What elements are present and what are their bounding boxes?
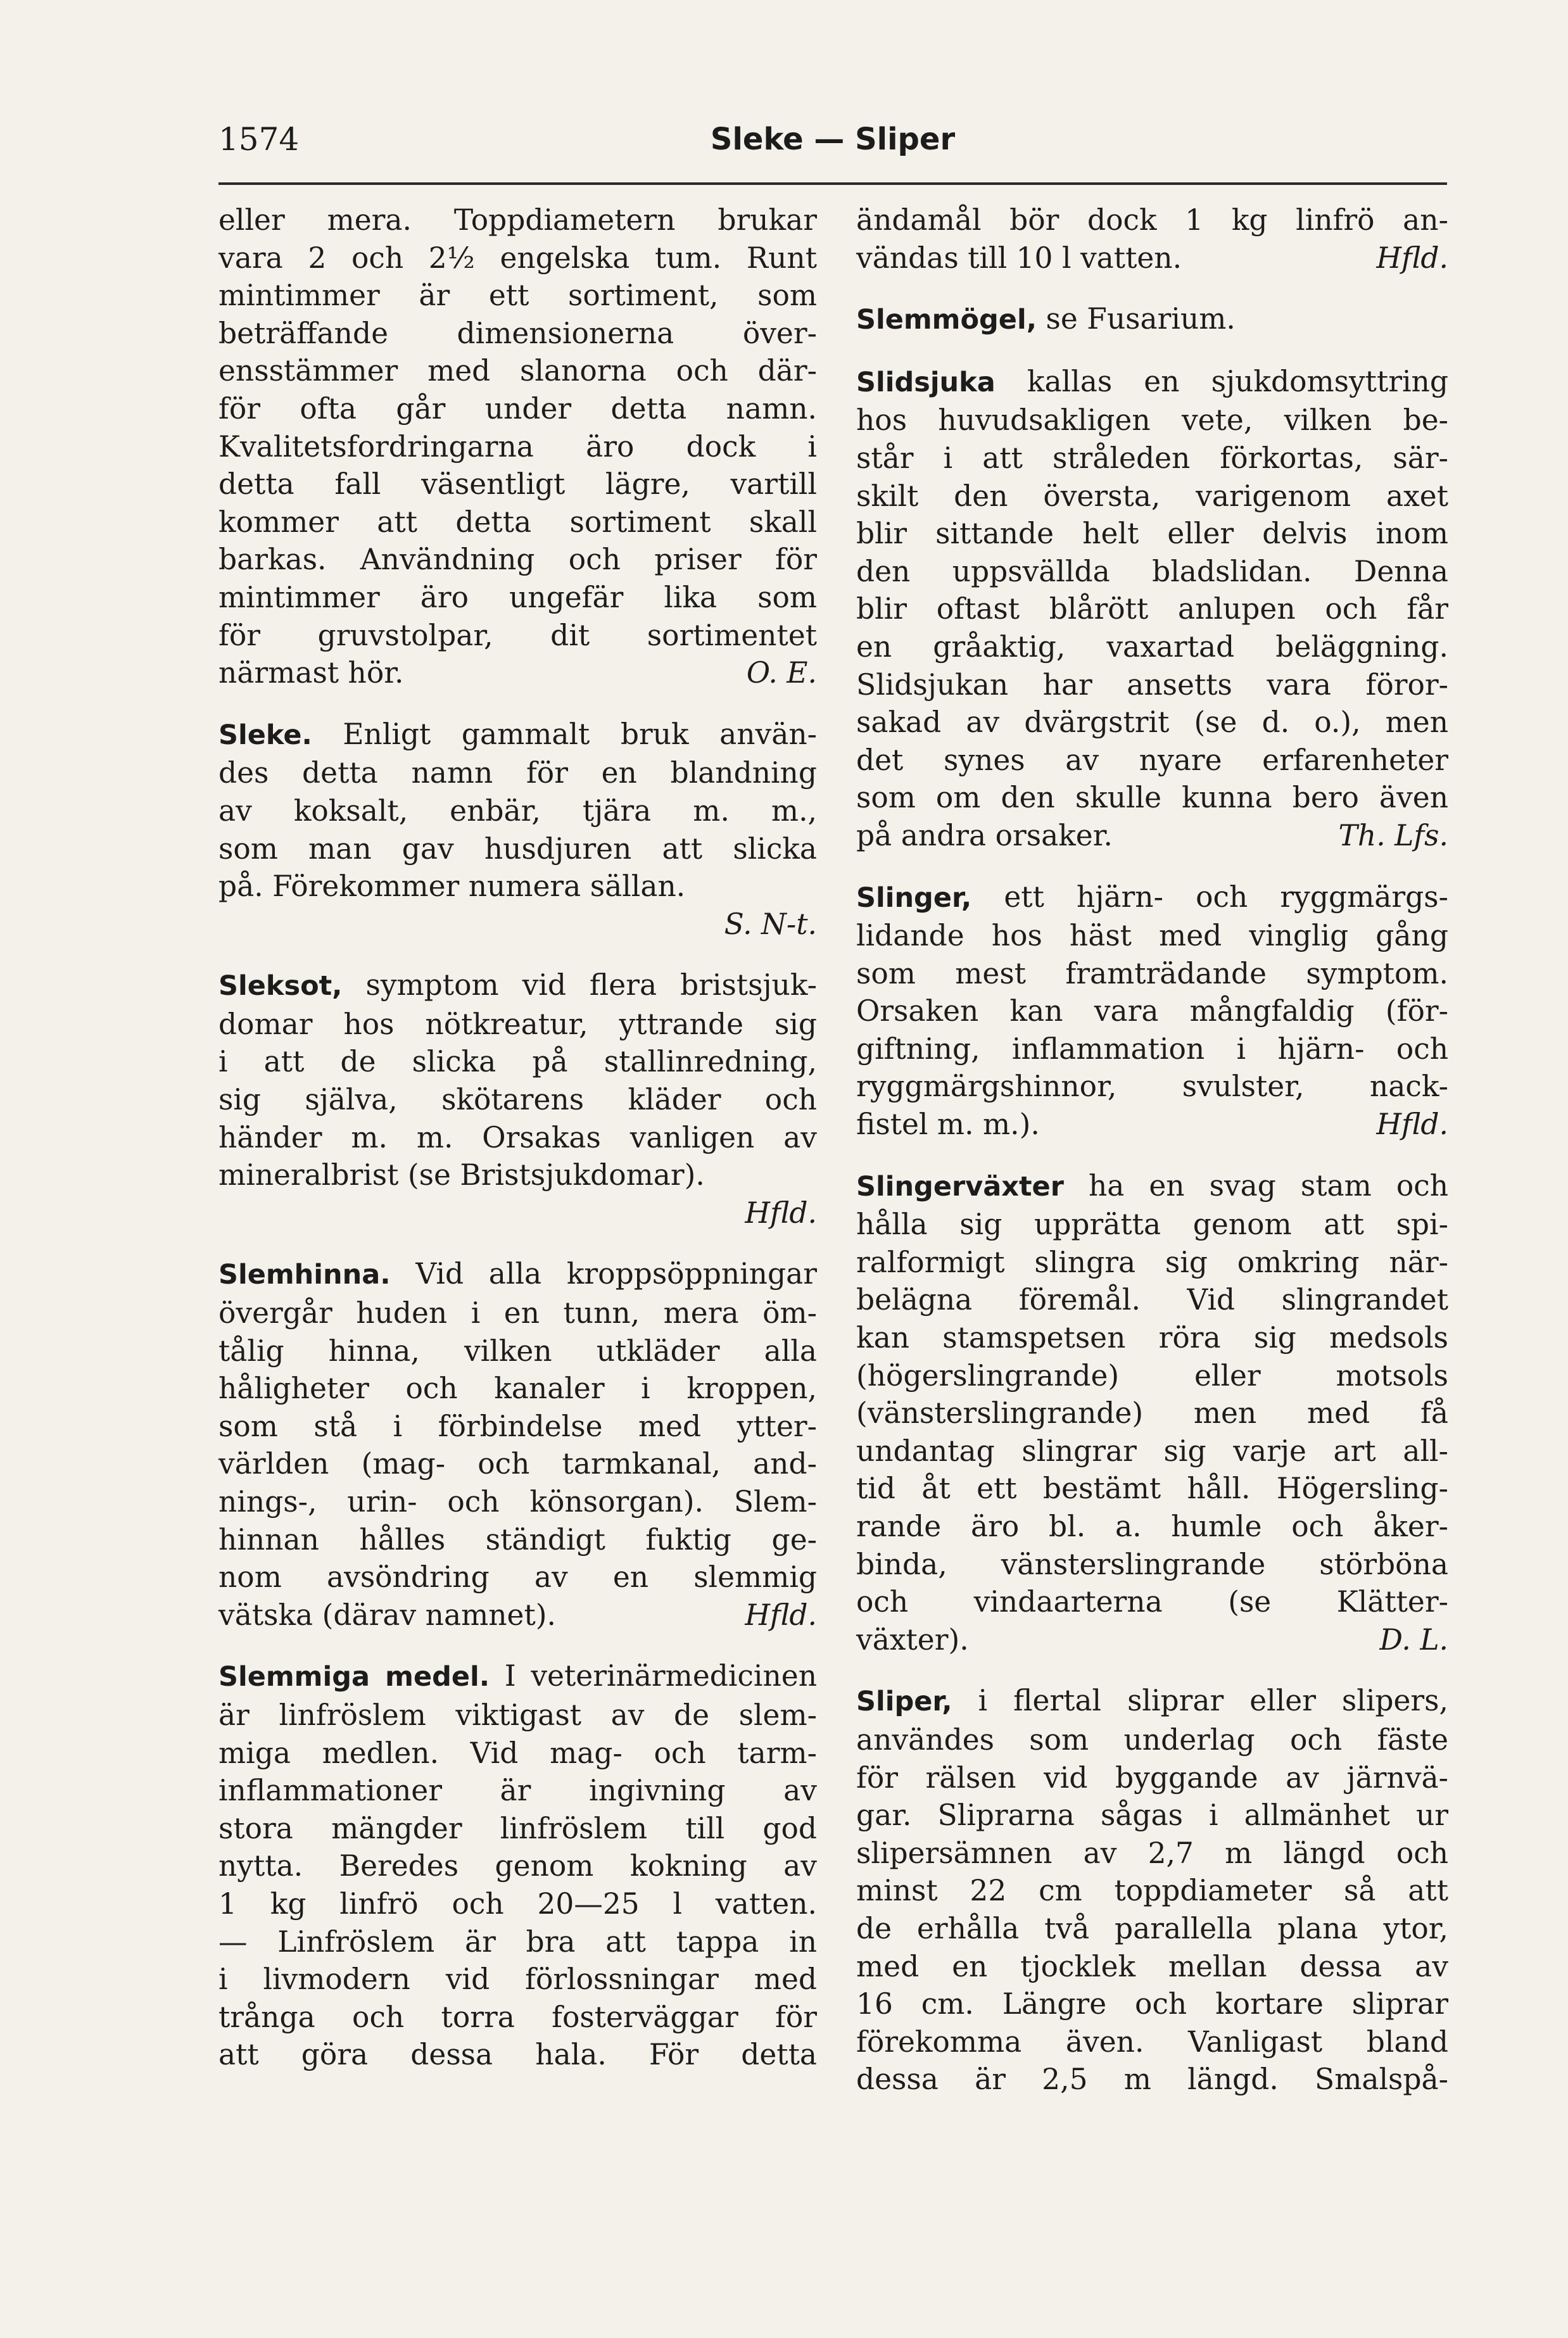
text-line: lidande hos häst med vinglig gång xyxy=(856,919,1448,953)
line-text: symptom vid flera bristsjuk- xyxy=(365,968,817,1002)
text-line: — Linfröslem är bra att tappa in xyxy=(218,1924,817,1959)
text-line: nings-, urin- och könsorgan). Slem- xyxy=(218,1485,817,1519)
text-line: som stå i förbindelse med ytter- xyxy=(218,1409,817,1443)
text-line: Orsaken kan vara mångfaldig (för- xyxy=(856,994,1448,1028)
text-line xyxy=(218,716,818,755)
entry-headword: Slidsjuka xyxy=(856,366,996,398)
text-line: som man gav husdjuren att slicka xyxy=(218,831,817,866)
author-signature: Hfld. xyxy=(1376,1108,1448,1142)
entry-headword: Sleksot, xyxy=(218,970,343,1002)
text-line: skilt den översta, varigenom axet xyxy=(856,479,1448,513)
text-line: nom avsöndring av en slemmig xyxy=(218,1560,817,1595)
text-line: trånga och torra fosterväggar för xyxy=(218,2000,817,2034)
text-line: händer m. m. Orsakas vanligen av xyxy=(218,1120,817,1154)
text-line: är linfröslem viktigast av de slem- xyxy=(218,1698,817,1732)
text-line: ensstämmer med slanorna och där- xyxy=(218,354,817,388)
text-line: på. Förekommer numera sällan. xyxy=(218,869,686,904)
entry-sleksot xyxy=(218,966,817,1232)
text-line: för ofta går under detta namn. xyxy=(218,391,817,426)
text-line: mintimmer äro ungefär lika som xyxy=(218,580,817,614)
text-line xyxy=(856,300,1448,339)
text-line: miga medlen. Vid mag- och tarm- xyxy=(218,1736,817,1770)
header-rule xyxy=(218,182,1447,185)
entry-headword: Slemhinna. xyxy=(218,1259,391,1291)
text-line: Slidsjukan har ansetts vara föror- xyxy=(856,667,1448,702)
author-signature: O. E. xyxy=(746,656,817,690)
text-line: som mest framträdande symptom. xyxy=(856,956,1448,990)
text-line xyxy=(856,363,1448,402)
author-signature: Hfld. xyxy=(745,1196,817,1230)
text-line: användes som underlag och fäste xyxy=(856,1722,1448,1757)
running-title: Sleke — Sliper xyxy=(710,122,956,157)
text-line xyxy=(856,817,1448,855)
line-text: fistel m. m.). xyxy=(856,1108,1040,1142)
entry-headword: Slinger, xyxy=(856,881,972,914)
text-line: hålla sig upprätta genom att spi- xyxy=(856,1208,1448,1242)
left-column xyxy=(218,201,817,2097)
text-line: des detta namn för en blandning xyxy=(218,756,817,790)
entry-sliper xyxy=(856,1682,1448,2099)
text-line: de erhålla två parallella plana ytor, xyxy=(856,1911,1448,1945)
line-text: ett hjärn- och ryggmärgs- xyxy=(1004,880,1448,914)
text-line: inflammationer är ingivning av xyxy=(218,1774,817,1808)
entry-headword: Slingerväxter xyxy=(856,1170,1064,1203)
text-line: som om den skulle kunna bero även xyxy=(856,781,1448,815)
text-line: ralformigt slingra sig omkring när- xyxy=(856,1245,1448,1279)
entry-slinger xyxy=(856,878,1448,1144)
author-signature: D. L. xyxy=(1379,1622,1448,1657)
text-line: mintimmer är ett sortiment, som xyxy=(218,279,817,313)
text-line: och vindaarterna (se Klätter- xyxy=(856,1585,1448,1619)
text-line: övergår huden i en tunn, mera öm- xyxy=(218,1296,817,1330)
text-line: ändamål bör dock 1 kg linfrö an- xyxy=(856,203,1448,237)
text-line xyxy=(218,654,817,692)
text-line: världen (mag- och tarmkanal, and- xyxy=(218,1447,817,1481)
text-line: 1 kg linfrö och 20—25 l vatten. xyxy=(218,1886,817,1921)
text-line: beträffande dimensionerna över- xyxy=(218,316,817,350)
text-line: i att de slicka på stallinredning, xyxy=(218,1045,817,1079)
text-line: gar. Sliprarna sågas i allmänhet ur xyxy=(856,1798,1448,1833)
text-line: undantag slingrar sig varje art all- xyxy=(856,1434,1448,1468)
text-line: kommer att detta sortiment skall xyxy=(218,505,817,539)
entry-headword: Slemmiga medel. xyxy=(218,1661,490,1693)
entry-slidsjuka xyxy=(856,363,1448,855)
text-line: binda, vänsterslingrande störböna xyxy=(856,1547,1448,1581)
text-line: belägna föremål. Vid slingrandet xyxy=(856,1283,1448,1317)
line-text: i flertal sliprar eller slipers, xyxy=(978,1684,1448,1718)
text-line: ryggmärgshinnor, svulster, nack- xyxy=(856,1070,1448,1104)
line-text: Vid alla kroppsöppningar xyxy=(415,1257,817,1291)
text-line: med en tjocklek mellan dessa av xyxy=(856,1949,1448,1983)
text-line: (vänsterslingrande) men med få xyxy=(856,1396,1448,1431)
text-line: förekomma även. Vanligast bland xyxy=(856,2025,1448,2059)
text-line: för gruvstolpar, dit sortimentet xyxy=(218,618,817,652)
text-line: av koksalt, enbär, tjära m. m., xyxy=(218,793,817,828)
line-text: kallas en sjukdomsyttring xyxy=(1027,364,1448,398)
author-signature: Hfld. xyxy=(1376,241,1448,275)
text-line: för rälsen vid byggande av järnvä- xyxy=(856,1760,1448,1795)
text-line: eller mera. Toppdiametern brukar xyxy=(218,203,817,237)
text-line: detta fall väsentligt lägre, vartill xyxy=(218,467,817,502)
line-text: närmast hör. xyxy=(218,656,404,690)
text-line: minst 22 cm toppdiameter så att xyxy=(856,1874,1448,1908)
text-line: kan stamspetsen röra sig medsols xyxy=(856,1321,1448,1355)
entry-headword: Slemmögel, xyxy=(856,304,1037,336)
text-line: det synes av nyare erfarenheter xyxy=(856,743,1448,777)
text-line: håligheter och kanaler i kroppen, xyxy=(218,1372,817,1406)
text-line: domar hos nötkreatur, yttrande sig xyxy=(218,1007,817,1041)
text-line: sig själva, skötarens kläder och xyxy=(218,1083,817,1117)
text-line: står i att stråleden förkortas, sär- xyxy=(856,441,1448,475)
line-text: Enligt gammalt bruk använ- xyxy=(343,717,818,751)
text-line: dessa är 2,5 m längd. Smalspå- xyxy=(856,2063,1448,2097)
entry-slemhinna xyxy=(218,1255,817,1634)
text-line: Kvalitetsfordringarna äro dock i xyxy=(218,429,817,464)
text-line: slipersämnen av 2,7 m längd och xyxy=(856,1836,1448,1870)
entry-slingervaxter xyxy=(856,1167,1448,1659)
line-text: vändas till 10 l vatten. xyxy=(856,241,1182,275)
text-line: den uppsvällda bladslidan. Denna xyxy=(856,554,1448,588)
entry-slemmogel xyxy=(856,300,1448,339)
text-line: blir oftast blårött anlupen och får xyxy=(856,592,1448,626)
text-line: (högerslingrande) eller motsols xyxy=(856,1358,1448,1393)
text-line: hos huvudsakligen vete, vilken be- xyxy=(856,403,1448,438)
entry-sleke xyxy=(218,716,817,944)
line-text: växter). xyxy=(856,1622,969,1657)
author-signature: Hfld. xyxy=(745,1598,817,1632)
text-line: 16 cm. Längre och kortare sliprar xyxy=(856,1987,1448,2021)
page-number: 1574 xyxy=(218,121,300,158)
text-line xyxy=(856,878,1448,918)
text-line: giftning, inflammation i hjärn- och xyxy=(856,1032,1448,1066)
text-line: i livmodern vid förlossningar med xyxy=(218,1962,817,1997)
author-signature: S. N-t. xyxy=(724,907,817,941)
text-line xyxy=(856,1682,1448,1721)
entry-headword: Sliper, xyxy=(856,1686,952,1718)
text-line: sakad av dvärgstrit (se d. o.), men xyxy=(856,705,1448,740)
text-line: nytta. Beredes genom kokning av xyxy=(218,1849,817,1883)
text-line xyxy=(856,1106,1448,1144)
text-line: rande äro bl. a. humle och åker- xyxy=(856,1510,1448,1543)
text-line: barkas. Användning och priser för xyxy=(218,543,817,577)
text-line xyxy=(856,1167,1448,1206)
text-line: stora mängder linfröslem till god xyxy=(218,1811,817,1845)
right-column xyxy=(856,201,1448,2122)
entry-continuation xyxy=(856,201,1448,277)
text-line: mineralbrist (se Bristsjukdomar). xyxy=(218,1158,705,1192)
entry-headword: Sleke. xyxy=(218,719,312,751)
text-line: tålig hinna, vilken utkläder alla xyxy=(218,1334,817,1368)
text-line xyxy=(856,1621,1448,1659)
text-line: hinnan hålles ständigt fuktig ge- xyxy=(218,1522,817,1557)
entry-continuation xyxy=(218,201,817,692)
text-line xyxy=(218,1255,817,1294)
line-text: på andra orsaker. xyxy=(856,818,1113,852)
text-line: vara 2 och 2½ engelska tum. Runt xyxy=(218,241,817,275)
entry-slemmiga-medel xyxy=(218,1657,817,2074)
text-line: en gråaktig, vaxartad beläggning. xyxy=(856,629,1448,664)
line-text: I veterinärmedicinen xyxy=(504,1659,817,1693)
page-header xyxy=(218,114,1447,165)
text-line: tid åt ett bestämt håll. Högersling- xyxy=(856,1472,1448,1506)
text-line xyxy=(218,966,817,1006)
line-text: ha en svag stam och xyxy=(1088,1168,1448,1203)
text-line xyxy=(218,1596,817,1634)
author-signature: Th. Lfs. xyxy=(1338,818,1448,852)
line-text: vätska (därav namnet). xyxy=(218,1598,556,1632)
text-line: att göra dessa hala. För detta xyxy=(218,2038,817,2072)
text-line xyxy=(218,1657,817,1697)
line-text: se Fusarium. xyxy=(1046,302,1236,336)
text-line: blir sittande helt eller delvis inom xyxy=(856,517,1448,551)
text-line xyxy=(856,239,1448,277)
